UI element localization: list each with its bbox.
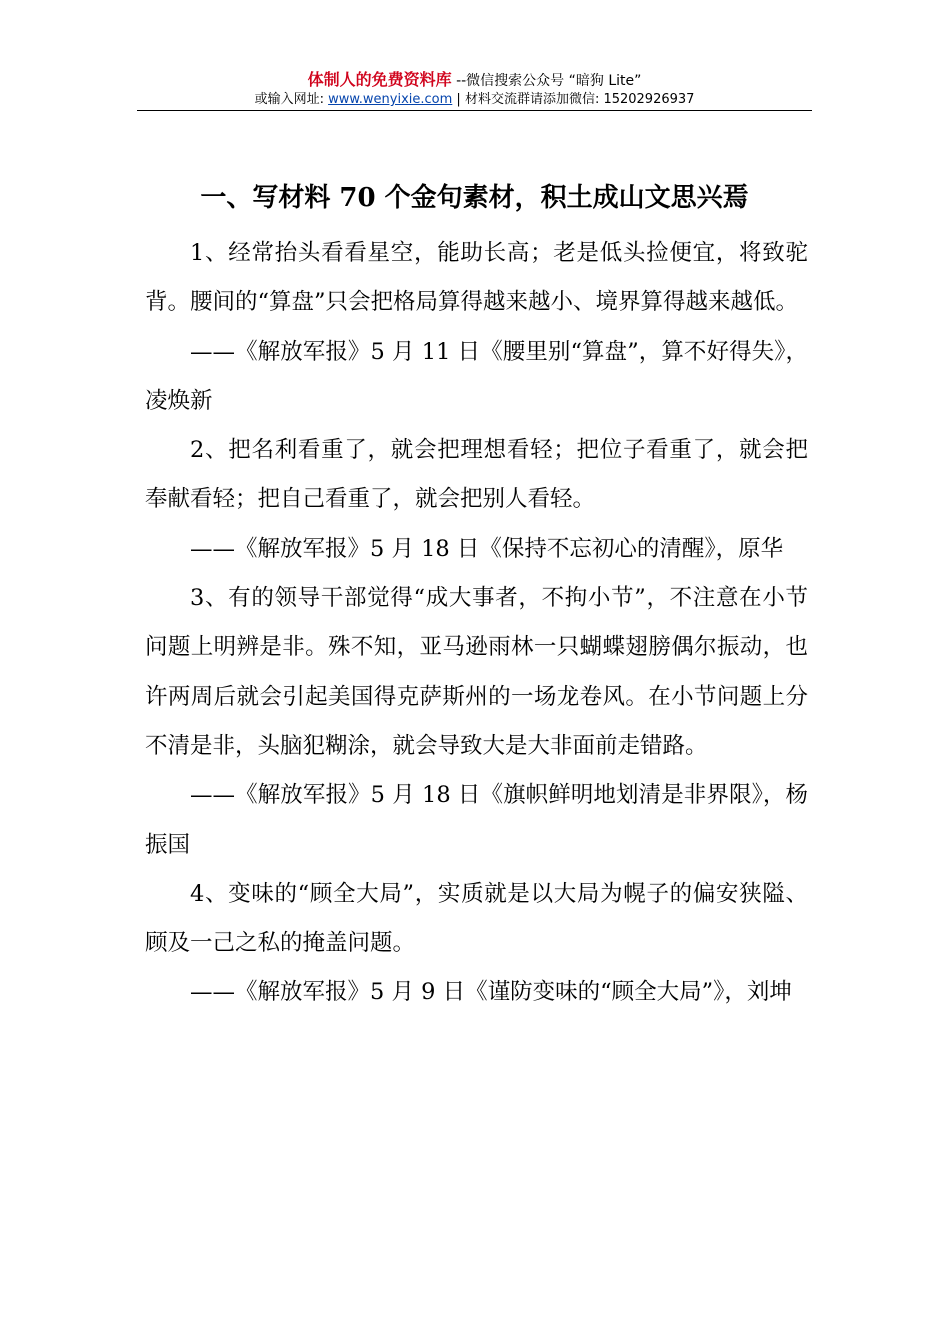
header-url-link[interactable]: www.wenyixie.com (328, 92, 453, 107)
header-contact: | 材料交流群请添加微信: 15202926937 (452, 92, 695, 107)
paragraph-source-3: ——《解放军报》5 月 18 日《旗帜鲜明地划清是非界限》，杨振国 (145, 782, 808, 858)
page-header (137, 70, 812, 109)
header-url-prefix: 或输入网址: (254, 92, 329, 107)
paragraph-source-2: ——《解放军报》5 月 18 日《保持不忘初心的清醒》，原华 (190, 535, 784, 562)
paragraph-quote-4: 4、变味的“顾全大局”，实质就是以大局为幌子的偏安狭隘、顾及一己之私的掩盖问题。 (145, 880, 808, 957)
header-line-2 (137, 91, 812, 109)
paragraph-source-4: ——《解放军报》5 月 9 日《谨防变味的“顾全大局”》，刘坤 (190, 979, 792, 1006)
page-title: 一、写材料 70 个金句素材，积土成山文思兴焉 (200, 183, 749, 213)
paragraph-quote-2: 2、把名利看重了，就会把理想看轻；把位子看重了，就会把奉献看轻；把自己看重了，就会把别人看轻。 (145, 437, 808, 513)
header-divider (137, 110, 812, 111)
paragraph-quote-3: 3、有的领导干部觉得“成大事者，不拘小节”，不注意在小节问题上明辨是非。殊不知，亚马逊雨林一只蝴蝶翅膀偶尔振动，也许两周后就会引起美国得克萨斯州的一场龙卷风。在小节问题上分不清是非，头脑犯糊涂，就会导致大是大非面前走错路。 (145, 585, 808, 759)
header-subtitle: --微信搜索公众号 “暗狗 Lite” (451, 73, 642, 89)
paragraph-quote-1: 1、经常抬头看看星空，能助长高；老是低头捡便宜，将致驼背。腰间的“算盘”只会把格局算得越来越小、境界算得越来越低。 (145, 240, 808, 316)
paragraph-source-1: ——《解放军报》5 月 11 日《腰里别“算盘”，算不好得失》，凌焕新 (145, 338, 808, 414)
header-line-1 (137, 70, 812, 91)
header-brand: 体制人的免费资料库 (307, 70, 452, 89)
document-body (145, 229, 808, 1018)
